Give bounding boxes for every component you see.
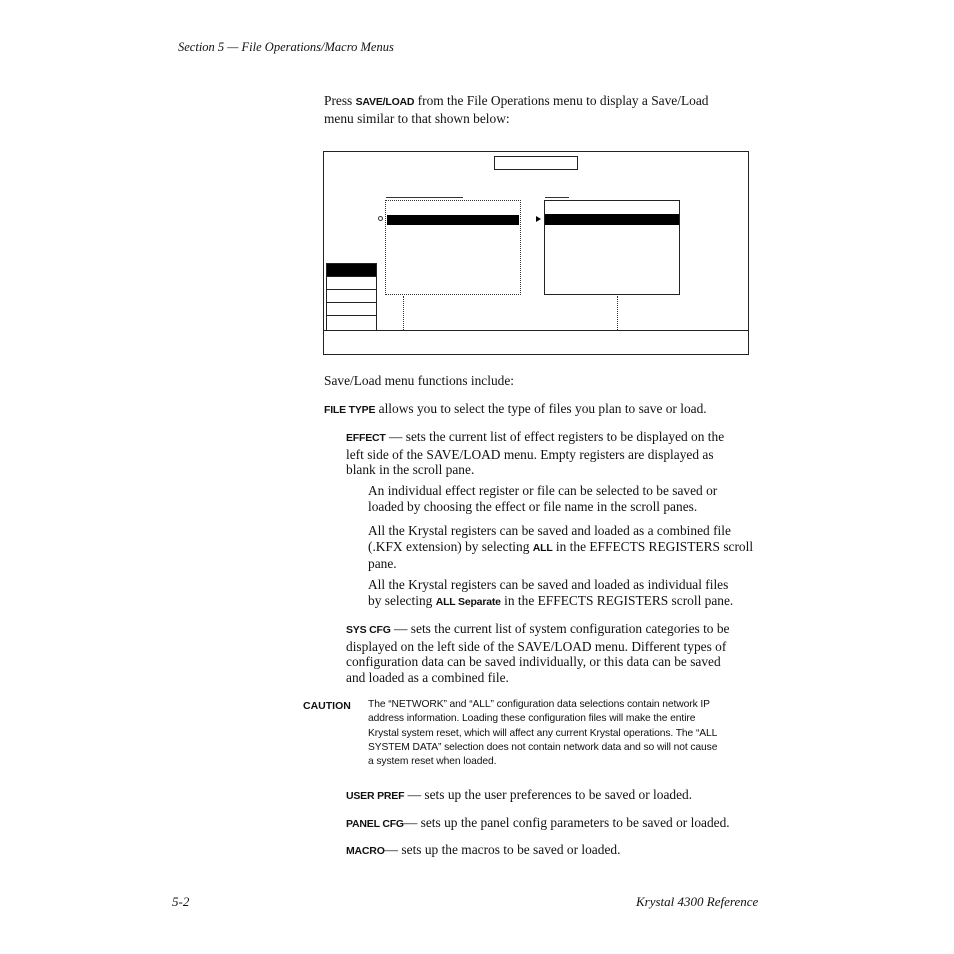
user-pref-paragraph	[346, 787, 692, 805]
file-type-button-stack	[326, 263, 377, 331]
effect-line3: blank in the scroll pane.	[346, 462, 475, 477]
effect-separate-line2-prefix: by selecting	[368, 592, 436, 608]
all-key: ALL	[532, 541, 553, 554]
user-pref-key: USER PREF	[346, 790, 405, 802]
caution-line5: a system reset when loaded.	[368, 756, 497, 768]
caution-line1: The “NETWORK” and “ALL” configuration data selections contain network IP	[368, 699, 710, 710]
file-type-paragraph	[324, 401, 707, 419]
macro-key: MACRO	[346, 845, 385, 857]
right-pane-selected-row	[545, 214, 679, 225]
sys-cfg-line3: configuration data can be saved individually, or this data can be saved	[346, 654, 721, 669]
radio-circle-icon	[378, 216, 383, 221]
macro-paragraph	[346, 842, 620, 860]
effect-combined-line2-suffix: in the EFFECTS REGISTERS scroll	[552, 538, 754, 554]
left-pane-selected-row	[387, 215, 519, 225]
menu-title-box	[494, 156, 578, 170]
sys-cfg-line2: displayed on the left side of the SAVE/LOAD menu. Different types of	[346, 638, 727, 654]
file-type-button	[327, 277, 376, 290]
effect-separate-line1: All the Krystal registers can be saved and loaded as individual files	[368, 577, 729, 592]
effect-line2: left side of the SAVE/LOAD menu. Empty registers are displayed as	[346, 446, 714, 462]
effect-key: EFFECT	[346, 432, 386, 444]
sys-cfg-line4: and loaded as a combined file.	[346, 669, 509, 685]
effect-individual-line2: loaded by choosing the effect or file name in the scroll panes.	[368, 498, 698, 514]
effect-combined-paragraph	[368, 523, 753, 572]
effect-paragraph	[346, 429, 724, 478]
file-type-key: FILE TYPE	[324, 404, 376, 416]
intro-suffix: from the File Operations menu to display a Save/Load	[414, 93, 709, 108]
sys-cfg-paragraph	[346, 621, 729, 685]
page-number: 5-2	[172, 894, 190, 909]
panel-cfg-key: PANEL CFG	[346, 818, 404, 830]
right-pane-label-line	[545, 197, 569, 198]
panel-cfg-text: — sets up the panel config parameters to be saved or loaded.	[403, 815, 730, 830]
effect-combined-line2-prefix: (.KFX extension) by selecting	[368, 538, 533, 554]
file-type-button	[327, 303, 376, 316]
file-type-button	[327, 290, 376, 303]
panel-cfg-paragraph	[346, 815, 730, 833]
file-type-text: allows you to select the type of files you plan to save or load.	[375, 401, 707, 416]
menu-bottom-divider	[324, 330, 749, 331]
footer-title: Krystal 4300 Reference	[636, 894, 759, 909]
intro-prefix: Press	[324, 93, 356, 108]
right-pane-connector	[617, 296, 618, 330]
effect-individual-paragraph	[368, 483, 717, 514]
left-pane-connector	[403, 296, 404, 330]
file-type-button	[327, 316, 376, 329]
effect-combined-line3: pane.	[368, 556, 397, 571]
caution-line4: SYSTEM DATA” selection does not contain network data and so will not cause	[368, 741, 718, 753]
sys-cfg-key: SYS CFG	[346, 624, 391, 636]
triangle-pointer-icon	[536, 216, 541, 222]
caution-line2: address information. Loading these configuration files will make the entire	[368, 713, 696, 725]
save-load-key: SAVE/LOAD	[355, 96, 415, 108]
effect-separate-line2-suffix: in the EFFECTS REGISTERS scroll pane.	[500, 592, 734, 608]
effect-separate-paragraph	[368, 577, 733, 610]
left-pane-label-line	[386, 197, 463, 198]
intro-line2: menu similar to that shown below:	[324, 110, 510, 126]
effect-line1: — sets the current list of effect registers to be displayed on the	[385, 429, 725, 444]
running-header: Section 5 — File Operations/Macro Menus	[178, 40, 394, 54]
all-separate-key: ALL Separate	[435, 595, 501, 608]
caution-text	[368, 698, 758, 769]
file-type-selected-button	[327, 264, 376, 277]
caution-label: CAUTION	[303, 700, 351, 712]
effect-combined-line1: All the Krystal registers can be saved and loaded as a combined file	[368, 523, 731, 538]
user-pref-text: — sets up the user preferences to be saved or loaded.	[404, 787, 693, 802]
intro-paragraph	[324, 93, 708, 126]
sys-cfg-line1: — sets the current list of system configuration categories to be	[390, 621, 730, 636]
macro-text: — sets up the macros to be saved or loaded.	[384, 842, 621, 857]
caution-line3: Krystal system reset, which will affect any current Krystal operations. The “ALL	[368, 727, 718, 739]
functions-intro: Save/Load menu functions include:	[324, 373, 515, 388]
effect-individual-line1: An individual effect register or file can be selected to be saved or	[368, 483, 718, 498]
